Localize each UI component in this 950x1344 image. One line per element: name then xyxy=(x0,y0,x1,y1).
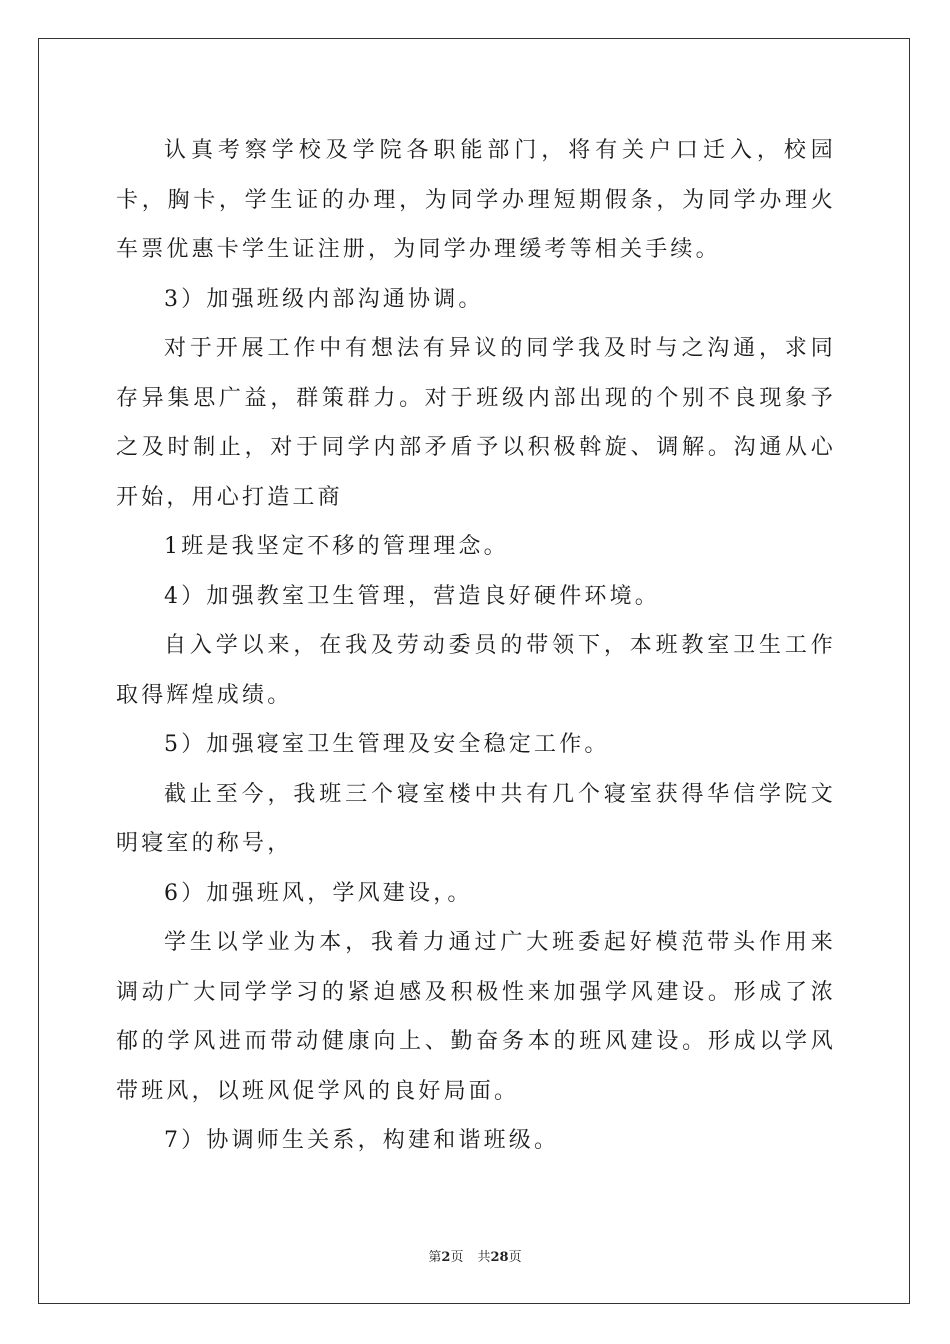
page-footer xyxy=(0,1246,950,1265)
paragraph: 截止至今，我班三个寝室楼中共有几个寝室获得华信学院文明寝室的称号， xyxy=(116,781,836,856)
page-prefix: 第 xyxy=(428,1250,442,1265)
paragraph: 5）加强寝室卫生管理及安全稳定工作。 xyxy=(164,732,610,757)
paragraph: 4）加强教室卫生管理，营造良好硬件环境。 xyxy=(164,583,660,609)
paragraph: 6）加强班风，学风建设，。 xyxy=(164,880,473,906)
page-suffix: 页 xyxy=(450,1250,464,1265)
document-body xyxy=(116,126,836,1166)
paragraph: 7）协调师生关系，构建和谐班级。 xyxy=(164,1128,560,1153)
page-number: 2 xyxy=(441,1250,451,1265)
paragraph: 对于开展工作中有想法有异议的同学我及时与之沟通，求同存异集思广益，群策群力。对于班级内部出现的个别不良现象予之及时制止，对于同学内部矛盾予以积极斡旋、调解。沟通从心开始，用心打造工商 xyxy=(116,336,836,510)
paragraph: 1班是我坚定不移的管理理念。 xyxy=(164,534,509,559)
total-suffix: 页 xyxy=(508,1250,522,1265)
paragraph: 3）加强班级内部沟通协调。 xyxy=(164,286,484,312)
paragraph: 认真考察学校及学院各职能部门，将有关户口迁入，校园卡，胸卡，学生证的办理，为同学办理短期假条，为同学办理火车票优惠卡学生证注册，为同学办理缓考等相关手续。 xyxy=(116,138,836,262)
total-pages: 28 xyxy=(490,1250,509,1265)
total-prefix: 共 xyxy=(477,1250,491,1265)
paragraph: 自入学以来，在我及劳动委员的带领下，本班教室卫生工作取得辉煌成绩。 xyxy=(116,633,836,708)
paragraph: 学生以学业为本，我着力通过广大班委起好模范带头作用来调动广大同学学习的紧迫感及积极性来加强学风建设。形成了浓郁的学风进而带动健康向上、勤奋务本的班风建设。形成以学风带班风，以班风促学风的良好局面。 xyxy=(116,930,836,1104)
